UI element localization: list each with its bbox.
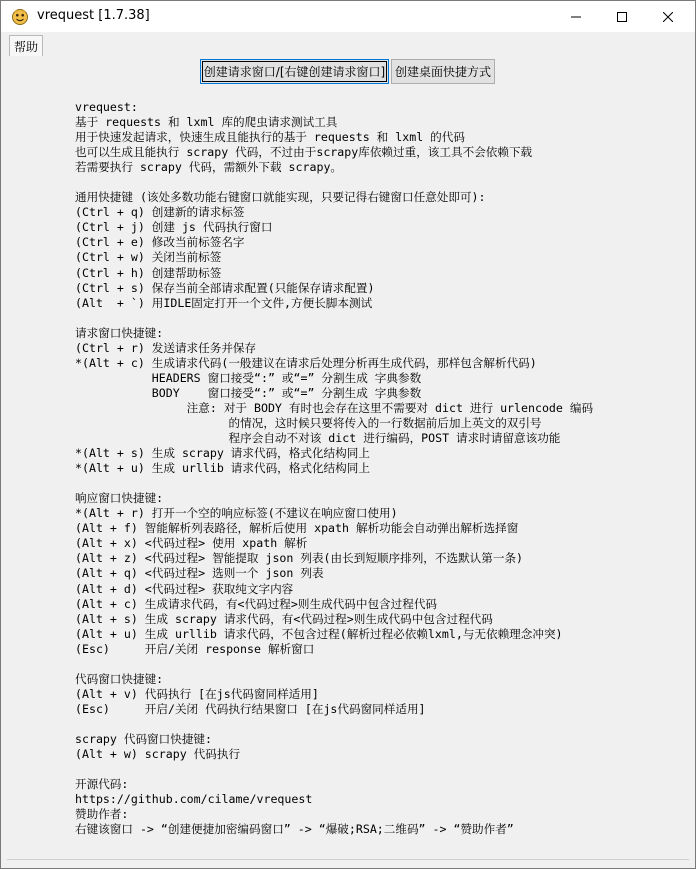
minimize-button[interactable] xyxy=(553,1,599,32)
title-bar[interactable] xyxy=(1,1,695,32)
create-request-window-button[interactable]: 创建请求窗口/[右键创建请求窗口] xyxy=(200,59,389,84)
close-icon xyxy=(663,7,673,26)
main-content xyxy=(7,56,689,862)
maximize-button[interactable] xyxy=(599,1,645,32)
help-text: vrequest: 基于 requests 和 lxml 库的爬虫请求测试工具 用于快速发起请求，快速生成且能执行的基于 requests 和 lxml 的代码 也可以生成且能执行 scrapy 代码，不过由于scrapy库依赖过重，该工具不会依赖下载 若需要执行 scrapy 代码，需额外下载 scrapy。 通用快捷键 (该处多数功能右键窗口就能实现，只要记得右键窗口任意处即可): (Ctrl + q) 创建新的请求标签 (Ctrl + j) 创建 js 代码执行窗口 (Ctrl + e) 修改当前标签名字 (Ctrl + w) 关闭当前标签 (Ctrl + h) 创建帮助标签 (Ctrl + s) 保存当前全部请求配置(只能保存请求配置) (Alt + `) 用IDLE固定打开一个文件,方便长脚本测试 请求窗口快捷键: (Ctrl + r) 发送请求任务并保存 *(Alt + c) 生成请求代码(一般建议在请求后处理分析再生成代码，那样包含解析代码) HEADERS 窗口接受“:” 或“=” 分割生成 字典参数 BODY 窗口接受“:” 或“=” 分割生成 字典参数 注意: 对于 BODY 有时也会存在这里不需要对 dict 进行 urlencode 编码 的情况，这时候只要将传入的一行数据前后加上英文的双引号 程序会自动不对该 dict 进行编码，POST 请求时请留意该功能 *(Alt + s) 生成 scrapy 请求代码，格式化结构同上 *(Alt + u) 生成 urllib 请求代码，格式化结构同上 响应窗口快捷键: *(Alt + r) 打开一个空的响应标签(不建议在响应窗口使用) (Alt + f) 智能解析列表路径，解析后使用 xpath 解析功能会自动弹出解析选择窗 (Alt + x) <代码过程> 使用 xpath 解析 (Alt + z) <代码过程> 智能提取 json 列表(由长到短顺序排列，不选默认第一条) (Alt + q) <代码过程> 选则一个 json 列表 (Alt + d) <代码过程> 获取纯文字内容 (Alt + c) 生成请求代码，有<代码过程>则生成代码中包含过程代码 (Alt + s) 生成 scrapy 请求代码，有<代码过程>则生成代码中包含过程代码 (Alt + u) 生成 urllib 请求代码，不包含过程(解析过程必依赖lxml,与无依赖理念冲突) (Esc) 开启/关闭 response 解析窗口 代码窗口快捷键: (Alt + v) 代码执行 [在js代码窗同样适用] (Esc) 开启/关闭 代码执行结果窗口 [在js代码窗同样适用] scrapy 代码窗口快捷键: (Alt + w) scrapy 代码执行 开源代码: https://github.com/cilame/vrequest 赞助作者: 右键该窗口 -> “创建便捷加密编码窗口” -> “爆破;RSA;二维码” -> “赞助作者” xyxy=(75,100,594,837)
menu-bar xyxy=(1,32,695,56)
window-title: vrequest [1.7.38] xyxy=(37,8,150,23)
close-button[interactable] xyxy=(645,1,691,32)
menu-help[interactable]: 帮助 xyxy=(9,35,43,58)
minimize-icon xyxy=(571,7,581,26)
bottom-divider xyxy=(7,859,689,860)
maximize-icon xyxy=(617,7,627,26)
create-desktop-shortcut-button[interactable]: 创建桌面快捷方式 xyxy=(391,59,495,84)
app-logo-icon xyxy=(11,8,29,26)
